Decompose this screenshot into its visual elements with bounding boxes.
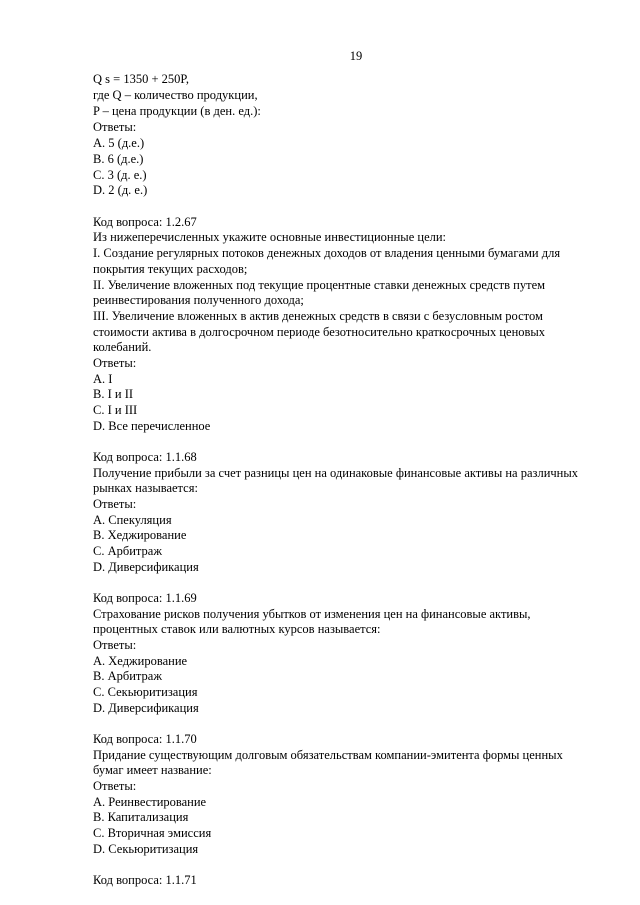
answer-option: C. Вторичная эмиссия	[93, 826, 212, 840]
answer-option: A. 5 (д.е.)	[93, 136, 145, 150]
answer-option: B. 6 (д.е.)	[93, 152, 144, 166]
question-text-line: Из нижеперечисленных укажите основные инвестиционные цели:	[93, 230, 447, 244]
answer-option: B. Капитализация	[93, 810, 189, 824]
answer-option: D. 2 (д. е.)	[93, 183, 148, 197]
answer-option: B. I и II	[93, 387, 134, 401]
answer-option: B. Хеджирование	[93, 528, 187, 542]
question-text-line: I. Создание регулярных потоков денежных доходов от владения ценными бумагами для	[93, 246, 561, 260]
question-text-line: рынках называется:	[93, 481, 198, 495]
question-code: Код вопроса: 1.1.69	[93, 591, 197, 605]
answer-option: C. Арбитраж	[93, 544, 162, 558]
answer-option: C. I и III	[93, 403, 138, 417]
intro-line: P – цена продукции (в ден. ед.):	[93, 104, 261, 118]
answer-option: A. I	[93, 372, 113, 386]
question-text-line: процентных ставок или валютных курсов называется:	[93, 622, 381, 636]
answers-label: Ответы:	[93, 779, 137, 793]
question-code: Код вопроса: 1.1.70	[93, 732, 197, 746]
answers-label: Ответы:	[93, 356, 137, 370]
answer-option: A. Хеджирование	[93, 654, 188, 668]
answer-option: A. Спекуляция	[93, 513, 172, 527]
answers-label: Ответы:	[93, 497, 137, 511]
question-text-line: колебаний.	[93, 340, 152, 354]
question-text-line: II. Увеличение вложенных под текущие процентные ставки денежных средств путем	[93, 278, 546, 292]
formula-line: Q s = 1350 + 250P,	[93, 72, 190, 86]
question-text-line: Получение прибыли за счет разницы цен на одинаковые финансовые активы на различных	[93, 466, 579, 480]
answer-option: D. Все перечисленное	[93, 419, 211, 433]
question-text-line: III. Увеличение вложенных в актив денежных средств в связи с безусловным ростом	[93, 309, 543, 323]
answer-option: C. 3 (д. е.)	[93, 168, 147, 182]
answers-label: Ответы:	[93, 638, 137, 652]
intro-line: где Q – количество продукции,	[93, 88, 258, 102]
answer-option: D. Диверсификация	[93, 701, 199, 715]
question-text-line: Страхование рисков получения убытков от изменения цен на финансовые активы,	[93, 607, 531, 621]
question-text-line: стоимости актива в долгосрочном периоде безотносительно краткосрочных ценовых	[93, 325, 546, 339]
question-code: Код вопроса: 1.1.71	[93, 873, 197, 887]
answer-option: B. Арбитраж	[93, 669, 162, 683]
question-text-line: покрытия текущих расходов;	[93, 262, 248, 276]
answer-option: C. Секьюритизация	[93, 685, 198, 699]
question-code: Код вопроса: 1.2.67	[93, 215, 197, 229]
answer-option: D. Диверсификация	[93, 560, 199, 574]
page-number: 19	[349, 49, 363, 63]
answers-label: Ответы:	[93, 120, 137, 134]
answer-option: A. Реинвестирование	[93, 795, 207, 809]
question-text-line: реинвестирования полученного дохода;	[93, 293, 304, 307]
question-text-line: Придание существующим долговым обязательствам компании-эмитента формы ценных	[93, 748, 563, 762]
answer-option: D. Секьюритизация	[93, 842, 199, 856]
question-code: Код вопроса: 1.1.68	[93, 450, 197, 464]
question-text-line: бумаг имеет название:	[93, 763, 212, 777]
